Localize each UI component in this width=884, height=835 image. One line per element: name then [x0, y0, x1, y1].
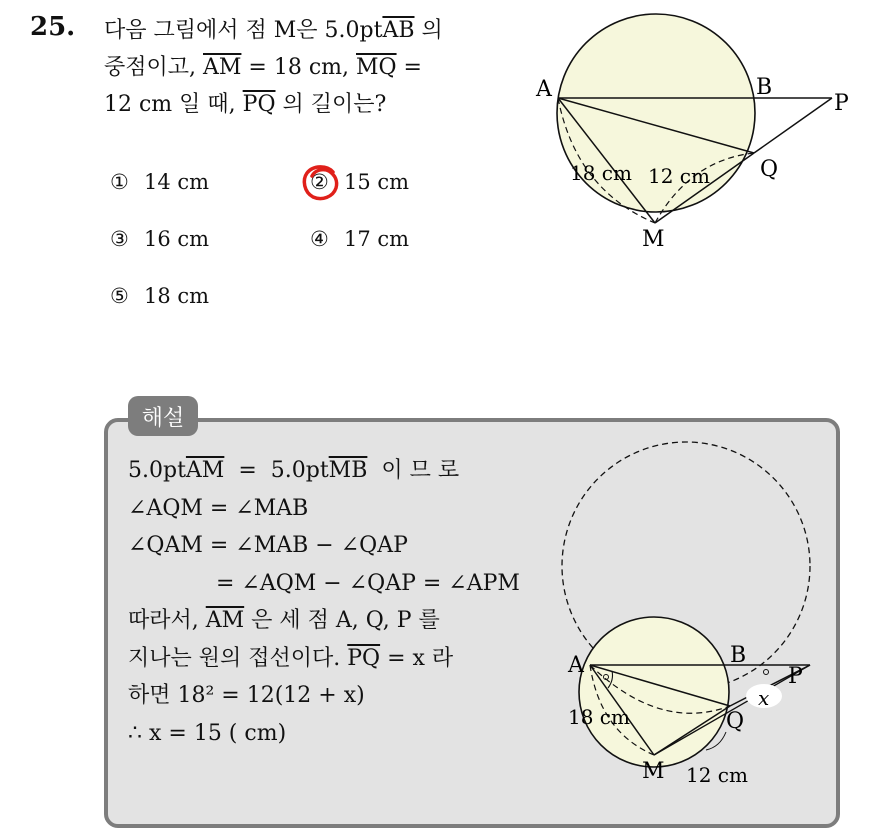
question-text-part: 다음 그림에서 점 M은 5.0pt [104, 18, 383, 43]
solution-line-2: ∠AQM = ∠MAB [128, 495, 309, 521]
segment-am: $\overline{AM}$ [203, 55, 242, 80]
label-p: P [834, 91, 849, 116]
arc-mb: $\overline{MB}$ [328, 458, 368, 483]
solution-line-1 [128, 452, 538, 490]
question-text-part: = 18 cm, [241, 55, 356, 80]
solution-text [128, 452, 538, 752]
choice-label: 18 cm [144, 284, 210, 308]
question-text-part: 중점이고, [104, 55, 203, 80]
label-b: B [730, 643, 747, 668]
answer-circle-mark [301, 162, 341, 202]
arc-am: $\overline{AM}$ [185, 458, 225, 483]
segment-am: $\overline{AM}$ [205, 608, 245, 633]
label-am-length: 18 cm [568, 705, 630, 729]
angle-dot-p [764, 670, 769, 675]
solution-line-4: = ∠AQM − ∠QAP = ∠APM [216, 570, 520, 596]
solution-line-5 [128, 602, 538, 640]
choice-label: 17 cm [344, 227, 410, 251]
choice-label: 16 cm [144, 227, 210, 251]
label-a: A [536, 77, 552, 102]
solution-text-part: 지나는 원의 접선이다. [128, 645, 348, 671]
segment-pq: $\overline{PQ}$ [347, 645, 381, 671]
label-m: M [642, 759, 665, 784]
question-text-part: 의 [414, 18, 443, 43]
label-a: A [568, 653, 584, 678]
solution-text-part: 은 세 점 A, Q, P 를 [244, 608, 440, 633]
label-am-length: 18 cm [570, 161, 632, 185]
choice-3[interactable] [110, 227, 209, 251]
choice-number: ⑤ [110, 284, 129, 308]
solution-tag: 해설 [128, 396, 198, 436]
solution-text-part: 따라서, [128, 608, 206, 633]
segment-mq: $\overline{MQ}$ [356, 55, 397, 80]
label-b: B [756, 75, 773, 100]
figure-solution [560, 432, 840, 812]
choice-number: ④ [310, 227, 329, 251]
question-line-1 [104, 12, 504, 49]
question-number: 25. [30, 12, 76, 42]
figure-question [530, 0, 860, 260]
question-line-3 [104, 86, 504, 123]
question-text [104, 12, 504, 123]
label-q: Q [760, 157, 779, 182]
label-x: x [758, 686, 770, 710]
choice-label: 14 cm [144, 170, 210, 194]
choice-5[interactable] [110, 284, 209, 308]
solution-line-6 [128, 640, 538, 678]
question-text-part: 의 길이는? [275, 92, 387, 117]
question-text-part: 12 cm 일 때, [104, 92, 243, 117]
solution-line-7: 하면 18² = 12(12 + x) [128, 683, 365, 708]
choice-number: ① [110, 170, 129, 194]
segment-pq: $\overline{PQ}$ [242, 92, 276, 117]
choice-number: ② [310, 170, 329, 194]
solution-line-3: ∠QAM = ∠MAB − ∠QAP [128, 533, 408, 558]
figure-circle [579, 617, 729, 767]
line-qp [754, 98, 832, 153]
arc-ab: $\overline{AB}$ [382, 18, 415, 43]
choice-1[interactable] [110, 170, 209, 194]
question-text-part: = [396, 55, 422, 80]
solution-text-part: 5.0pt [128, 458, 186, 483]
label-mq-length: 12 cm [648, 164, 710, 188]
question-line-2 [104, 49, 504, 86]
choice-label: 15 cm [344, 170, 410, 194]
label-mq-length: 12 cm [686, 763, 748, 787]
label-q: Q [726, 709, 745, 734]
solution-text-part: 이 므 로 [367, 458, 460, 483]
solution-line-8: ∴ x = 15 ( cm) [128, 720, 287, 746]
label-m: M [642, 227, 665, 252]
choice-number: ③ [110, 227, 129, 251]
solution-text-part: = 5.0pt [224, 458, 329, 483]
label-p: P [788, 664, 803, 689]
solution-text-part: = x 라 [380, 645, 454, 671]
choice-4[interactable] [310, 227, 409, 251]
